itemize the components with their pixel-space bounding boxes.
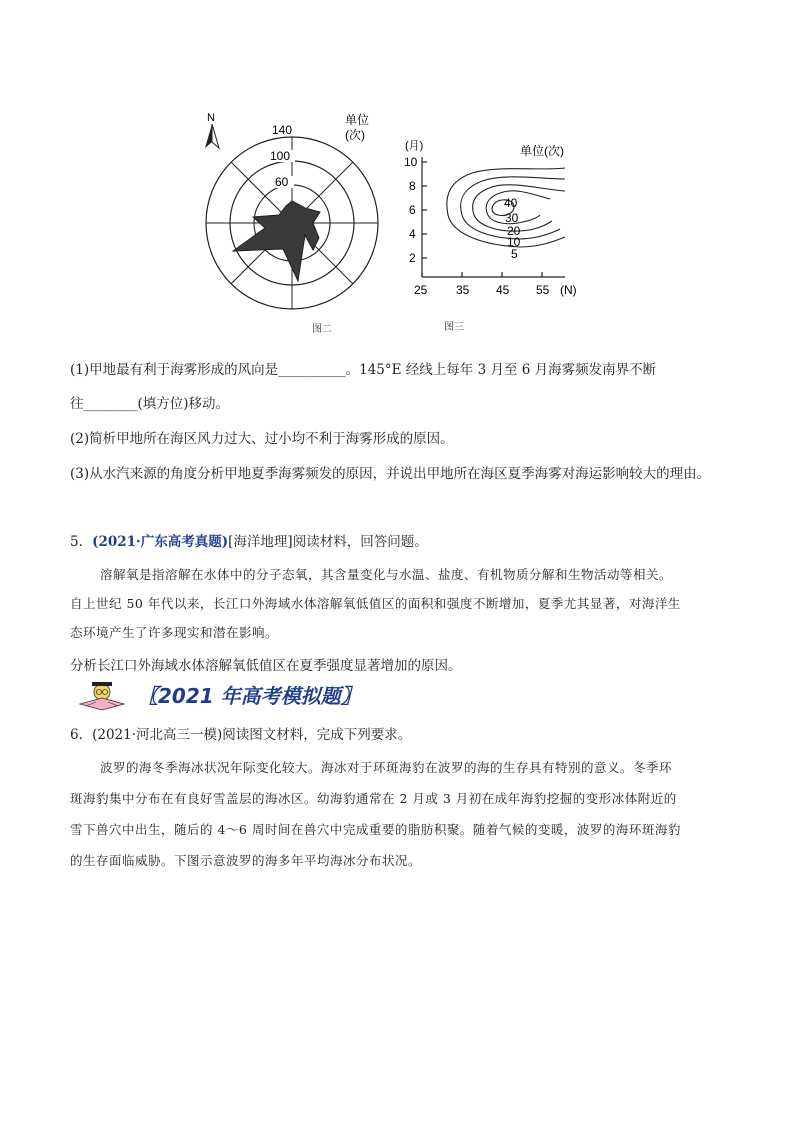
y-tick-6: 6 xyxy=(409,203,416,217)
q6-material-line2: 斑海豹集中分布在有良好雪盖层的海冰区。幼海豹通常在 2 月或 3 月初在成年海豹挖掘的变形冰体附近的 xyxy=(70,791,677,806)
wind-rose-figure xyxy=(195,108,395,323)
scholar-cartoon-icon xyxy=(72,680,132,712)
q5-material-line1: 溶解氧是指溶解在水体中的分子态氧，其含量变化与水温、盐度、有机物质分解和生物活动等相关。 xyxy=(100,567,673,582)
contour-axes xyxy=(422,157,565,277)
north-arrow-icon xyxy=(205,124,219,148)
contour-label-5: 5 xyxy=(511,247,518,261)
figure2-unit-label-2: (次) xyxy=(345,128,365,142)
y-tick-4: 4 xyxy=(409,227,416,241)
contour-label-40: 40 xyxy=(504,196,518,210)
q5-instruction: [海洋地理]阅读材料，回答问题。 xyxy=(228,534,428,550)
ring-label-140: 140 xyxy=(272,123,293,137)
q5-material-line2: 自上世纪 50 年代以来，长江口外海域水体溶解氧低值区的面积和强度不断增加，夏季尤其显著，对海洋生 xyxy=(70,596,681,611)
y-tick-2: 2 xyxy=(409,251,416,265)
x-tick-55: 55 xyxy=(536,283,550,297)
x-axis-label: (N) xyxy=(560,283,577,297)
x-tick-45: 45 xyxy=(496,283,510,297)
contour-label-30: 30 xyxy=(505,211,519,225)
contour-label-20: 20 xyxy=(507,224,521,238)
contour-label-10: 10 xyxy=(507,235,521,249)
x-tick-35: 35 xyxy=(456,283,470,297)
ring-label-100: 100 xyxy=(270,149,291,163)
ring-label-60: 60 xyxy=(275,175,289,189)
y-axis-label: (月) xyxy=(405,140,424,152)
q4-part1-line1: (1)甲地最有利于海雾形成的风向是__________。145°E 经线上每年 3 月至 6 月海雾频发南界不断 xyxy=(70,362,657,378)
q5-source: (2021·广东高考真题) xyxy=(92,534,229,550)
q6-material-line4: 的生存面临威胁。下图示意波罗的海多年平均海冰分布状况。 xyxy=(70,853,422,868)
q4-part2: (2)简析甲地所在海区风力过大、过小均不利于海雾形成的原因。 xyxy=(70,431,454,447)
contour-figure xyxy=(400,135,600,300)
figure2-caption: 图二 xyxy=(312,324,332,335)
q4-part1-line2: 往________(填方位)移动。 xyxy=(70,396,230,412)
q5-material-line3: 态环境产生了许多现实和潜在影响。 xyxy=(70,625,279,640)
x-tick-25: 25 xyxy=(414,283,428,297)
q5-question: 分析长江口外海域水体溶解氧低值区在夏季强度显著增加的原因。 xyxy=(70,658,462,674)
section-title: 〖2021 年高考模拟题〗 xyxy=(138,684,361,708)
figure3-unit-label: 单位(次) xyxy=(520,144,564,158)
y-tick-10: 10 xyxy=(404,155,418,169)
q6-material-line3: 雪下兽穴中出生，随后的 4～6 周时间在兽穴中完成重要的脂肪积聚。随着气候的变暖，波罗的海环斑海豹 xyxy=(70,822,681,837)
figure3-caption: 图三 xyxy=(444,322,464,333)
q4-part3: (3)从水汽来源的角度分析甲地夏季海雾频发的原因，并说出甲地所在海区夏季海雾对海运影响较大的理由。 xyxy=(70,466,711,482)
q6-material-line1: 波罗的海冬季海冰状况年际变化较大。海冰对于环斑海豹在波罗的海的生存具有特别的意义。冬季环 xyxy=(100,760,673,775)
q5-number: 5． xyxy=(70,534,93,550)
q5-heading xyxy=(70,530,428,550)
figure2-unit-label: 单位 xyxy=(345,113,370,127)
q6-intro: 6．(2021·河北高三一模)阅读图文材料，完成下列要求。 xyxy=(70,727,412,743)
north-label: N xyxy=(207,112,215,124)
y-tick-8: 8 xyxy=(409,179,416,193)
